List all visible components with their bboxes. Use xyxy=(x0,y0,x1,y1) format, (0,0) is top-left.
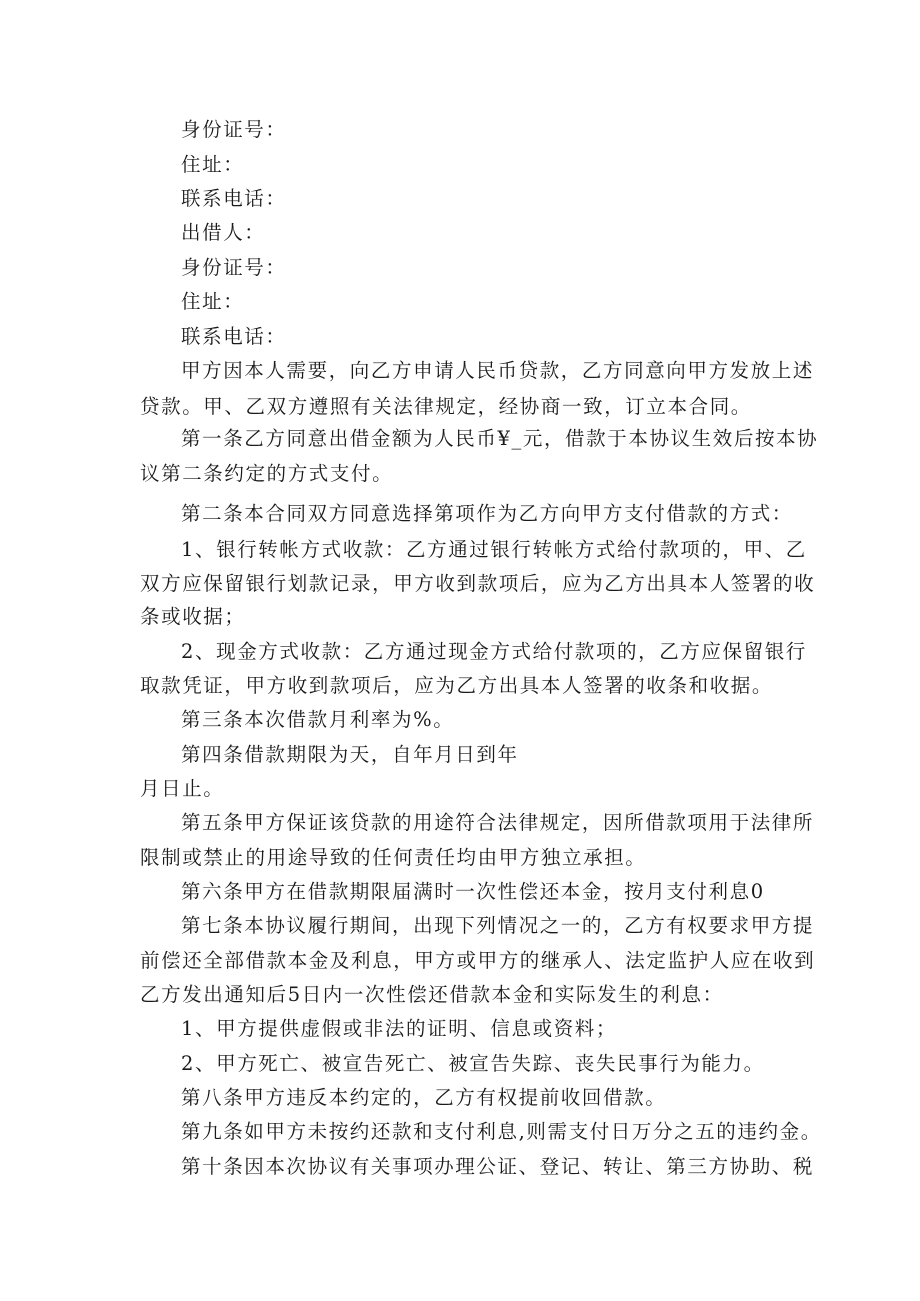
article4-line-2: 月日止。 xyxy=(140,777,225,800)
article4-line-1: 第四条借款期限为天，自年月日到年 xyxy=(181,743,519,766)
article3: 第三条本次借款月利率为%。 xyxy=(181,708,455,731)
article9: 第九条如甲方未按约还款和支付利息,则需支付日万分之五的违约金。 xyxy=(181,1120,822,1143)
article2-item1-line-3: 条或收据； xyxy=(140,605,246,628)
article7-line-2: 前偿还全部借款本金及利息，甲方或甲方的继承人、法定监护人应在收到 xyxy=(140,949,816,972)
article2-item2-line-1: 2、现金方式收款：乙方通过现金方式给付款项的，乙方应保留银行 xyxy=(181,640,807,663)
article1-line-1: 第一条乙方同意出借金额为人民币¥_元，借款于本协议生效后按本协 xyxy=(181,427,819,450)
article2: 第二条本合同双方同意选择第项作为乙方向甲方支付借款的方式： xyxy=(181,502,793,525)
article5-line-1: 第五条甲方保证该贷款的用途符合法律规定，因所借款项用于法律所 xyxy=(181,811,815,834)
article5-line-2: 限制或禁止的用途导致的任何责任均由甲方独立承担。 xyxy=(140,846,647,869)
phone-label: 联系电话： xyxy=(181,187,287,210)
article2-item1-line-2: 双方应保留银行划款记录，甲方收到款项后，应为乙方出具本人签署的收 xyxy=(140,572,816,595)
article7-item1: 1、甲方提供虚假或非法的证明、信息或资料； xyxy=(181,1017,618,1040)
lender-label: 出借人： xyxy=(181,221,266,244)
article2-item1-line-1: 1、银行转帐方式收款：乙方通过银行转帐方式给付款项的，甲、乙 xyxy=(181,538,807,561)
lender-id-number-label: 身份证号： xyxy=(181,256,287,279)
article6: 第六条甲方在借款期限届满时一次性偿还本金，按月支付利息0 xyxy=(181,880,765,903)
id-number-label: 身份证号： xyxy=(181,118,287,141)
intro-line-1: 甲方因本人需要，向乙方申请人民币贷款，乙方同意向甲方发放上述 xyxy=(181,359,815,382)
lender-address-label: 住址： xyxy=(181,290,245,313)
lender-phone-label: 联系电话： xyxy=(181,325,287,348)
intro-line-2: 贷款。甲、乙双方遵照有关法律规定，经协商一致，订立本合同。 xyxy=(140,395,752,418)
article2-item2-line-2: 取款凭证，甲方收到款项后，应为乙方出具本人签署的收条和收据。 xyxy=(140,674,774,697)
address-label: 住址： xyxy=(181,153,245,176)
article10: 第十条因本次协议有关事项办理公证、登记、转让、第三方协助、税 xyxy=(181,1155,815,1178)
article7-item2: 2、甲方死亡、被宣告死亡、被宣告失踪、丧失民事行为能力。 xyxy=(181,1052,765,1075)
article7-line-3: 乙方发出通知后5日内一次性偿还借款本金和实际发生的利息： xyxy=(140,983,724,1006)
article8: 第八条甲方违反本约定的，乙方有权提前收回借款。 xyxy=(181,1086,667,1109)
article1-line-2: 议第二条约定的方式支付。 xyxy=(140,462,394,485)
article7-line-1: 第七条本协议履行期间，出现下列情况之一的，乙方有权要求甲方提 xyxy=(181,914,815,937)
